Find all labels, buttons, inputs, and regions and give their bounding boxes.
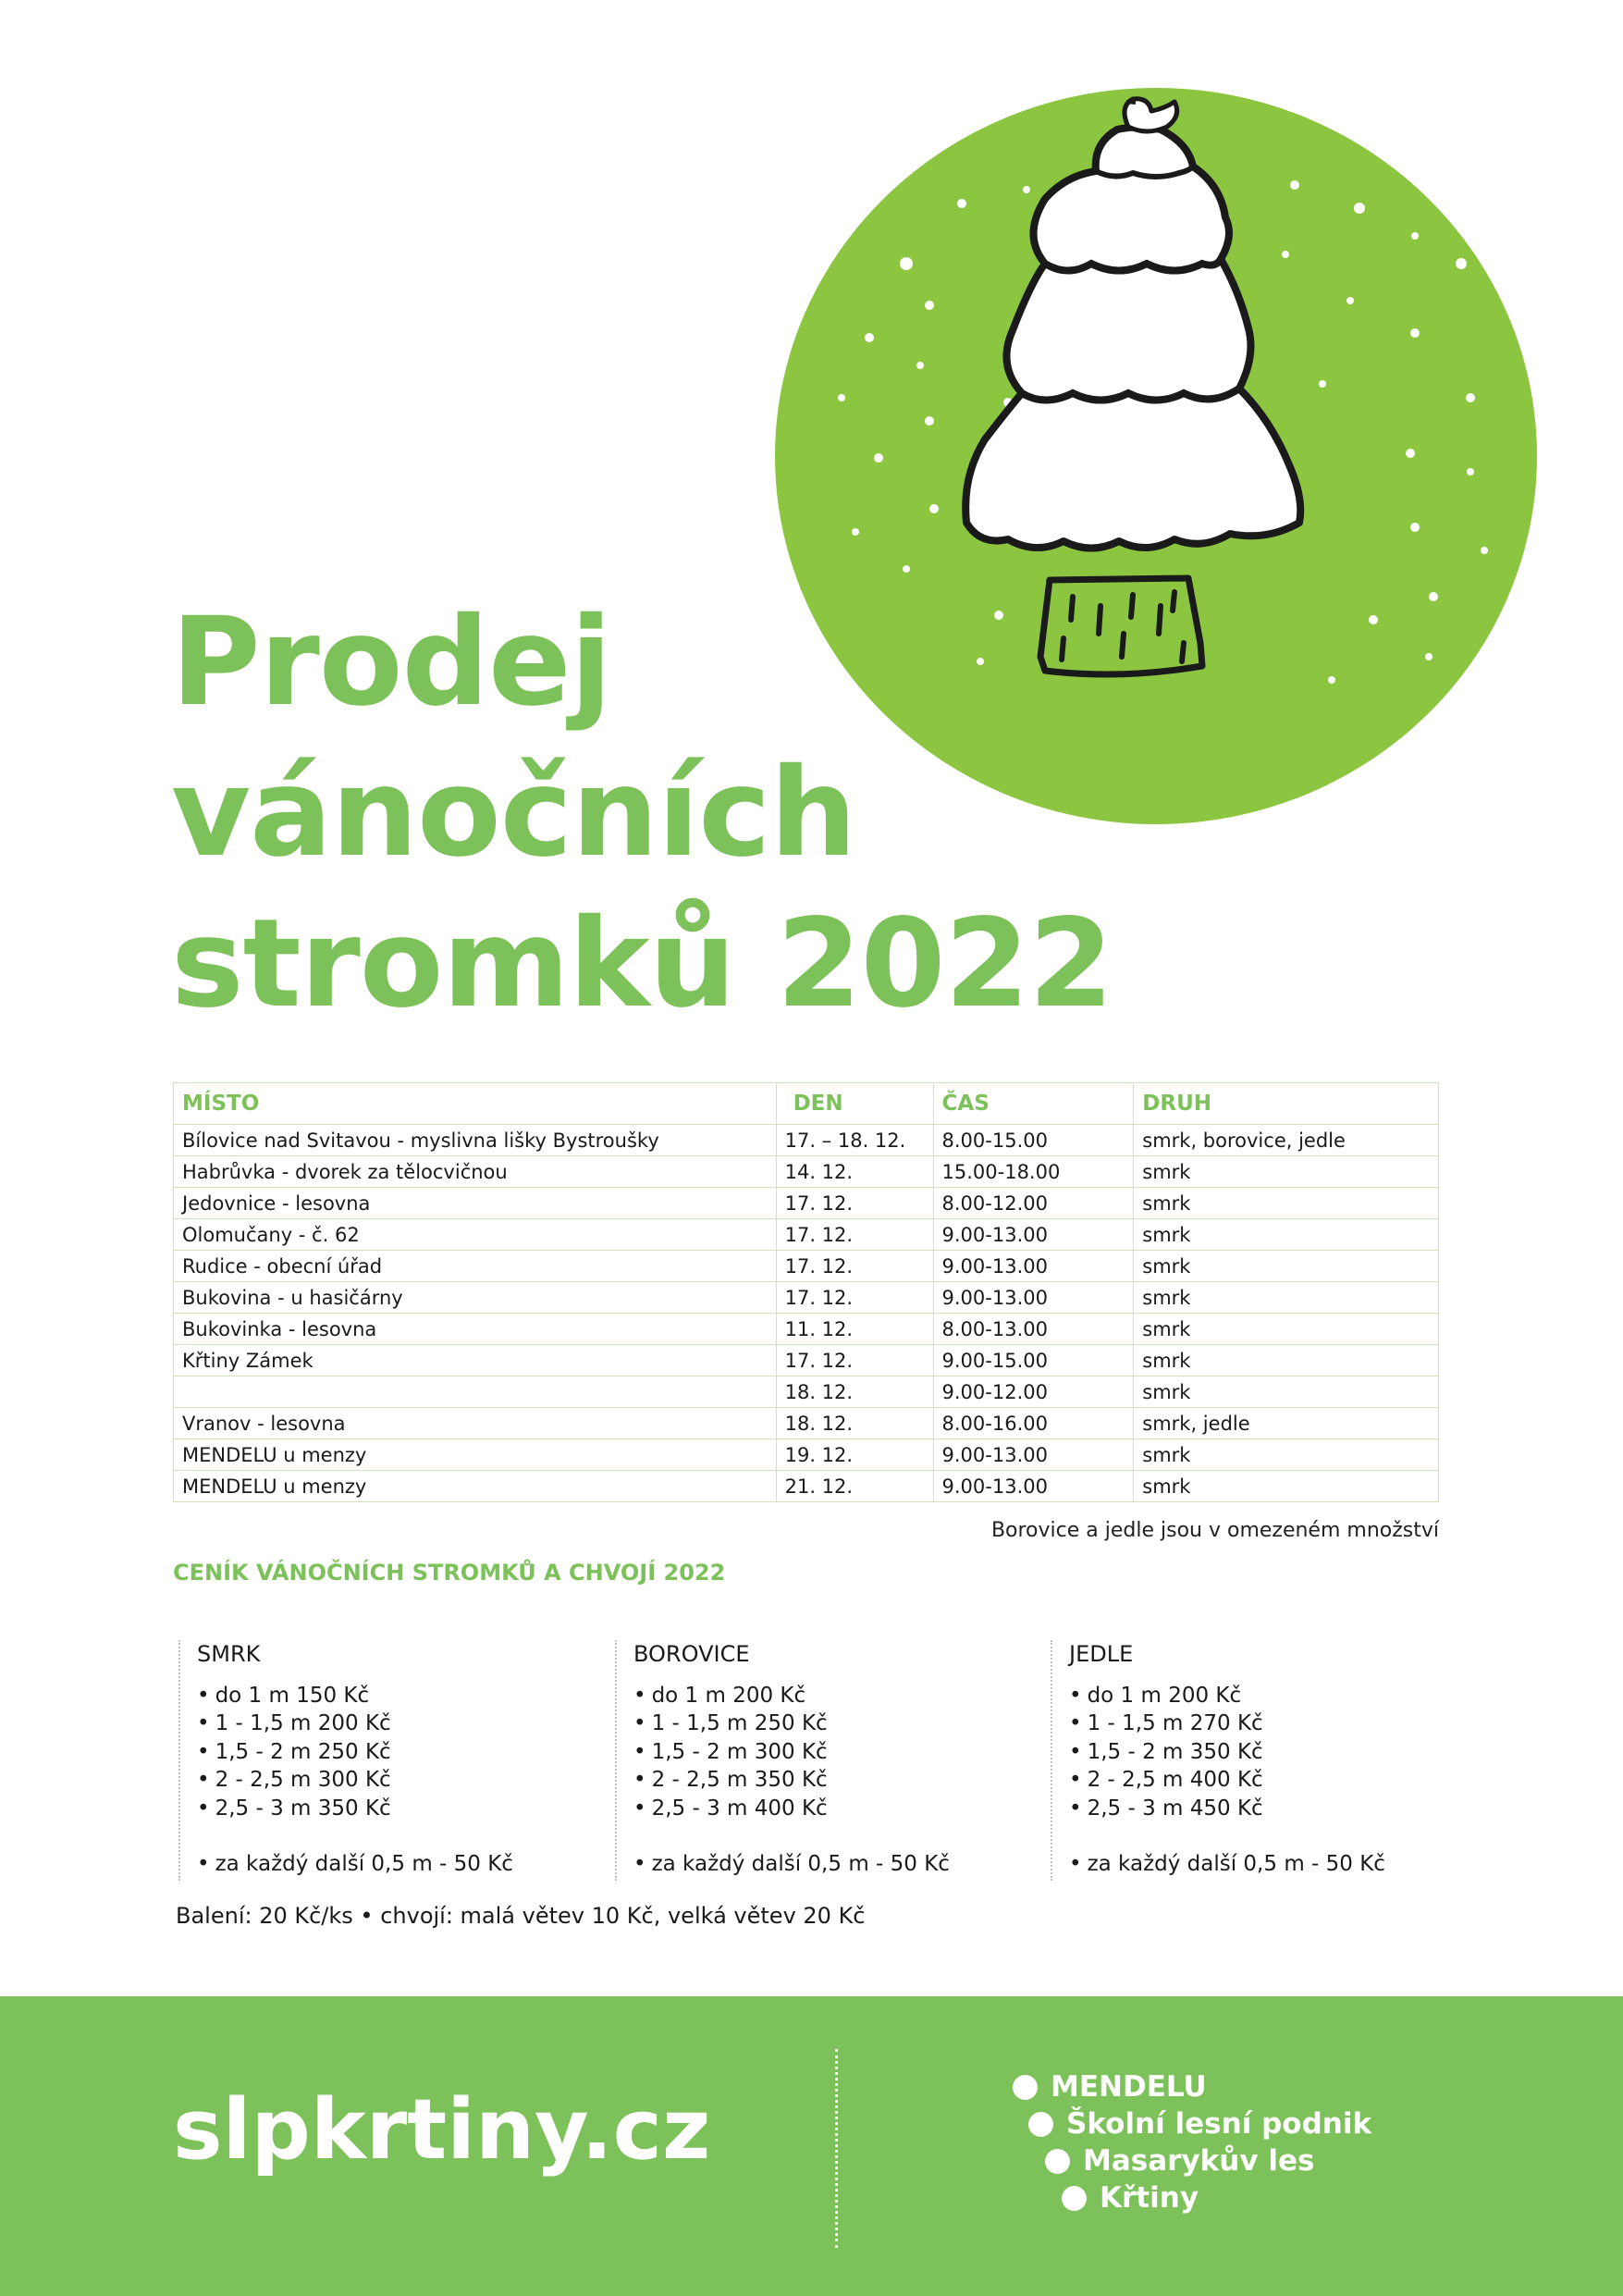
cell-day: 19. 12. bbox=[776, 1439, 933, 1471]
cell-type: smrk bbox=[1134, 1188, 1439, 1219]
logo-text: Masarykův les bbox=[1083, 2144, 1315, 2178]
table-row bbox=[174, 1251, 1439, 1282]
logo-dot-icon bbox=[1045, 2149, 1070, 2174]
cell-time: 9.00-15.00 bbox=[933, 1345, 1134, 1376]
cell-day: 17. 12. bbox=[776, 1251, 933, 1282]
cell-place: Bukovina - u hasičárny bbox=[174, 1282, 777, 1314]
logo-line-masarykuv-les bbox=[1045, 2144, 1314, 2178]
price-list bbox=[197, 1682, 604, 1823]
price-extra: • za každý další 0,5 m - 50 Kč bbox=[1069, 1850, 1476, 1879]
cell-place: Jedovnice - lesovna bbox=[174, 1188, 777, 1219]
cell-time: 8.00-15.00 bbox=[933, 1125, 1134, 1156]
price-list bbox=[633, 1682, 1040, 1823]
christmas-tree-icon bbox=[768, 88, 1544, 842]
cell-time: 8.00-12.00 bbox=[933, 1188, 1134, 1219]
website-link[interactable]: slpkrtiny.cz bbox=[173, 2081, 711, 2179]
cell-day: 17. 12. bbox=[776, 1219, 933, 1251]
column-header-den: DEN bbox=[776, 1083, 933, 1125]
cell-place: MENDELU u menzy bbox=[174, 1439, 777, 1471]
title-line-1: Prodej bbox=[171, 591, 611, 734]
price-item: • 1,5 - 2 m 300 Kč bbox=[633, 1738, 1040, 1767]
footer-divider bbox=[835, 2049, 838, 2248]
price-item: • 2 - 2,5 m 350 Kč bbox=[633, 1766, 1040, 1795]
table-row bbox=[174, 1125, 1439, 1156]
cell-place: Křtiny Zámek bbox=[174, 1345, 777, 1376]
cell-place: Bílovice nad Svitavou - myslivna lišky Bystroušky bbox=[174, 1125, 777, 1156]
price-item: • 2 - 2,5 m 300 Kč bbox=[197, 1766, 604, 1795]
cell-type: smrk bbox=[1134, 1219, 1439, 1251]
price-item: • do 1 m 150 Kč bbox=[197, 1682, 604, 1710]
cell-time: 8.00-16.00 bbox=[933, 1408, 1134, 1439]
price-extra: • za každý další 0,5 m - 50 Kč bbox=[633, 1850, 1040, 1879]
table-row bbox=[174, 1282, 1439, 1314]
cell-place: Bukovinka - lesovna bbox=[174, 1314, 777, 1345]
cell-time: 9.00-13.00 bbox=[933, 1471, 1134, 1502]
table-row bbox=[174, 1188, 1439, 1219]
table-row bbox=[174, 1156, 1439, 1188]
cell-place: Olomučany - č. 62 bbox=[174, 1219, 777, 1251]
price-item: • 1 - 1,5 m 200 Kč bbox=[197, 1710, 604, 1738]
cell-type: smrk bbox=[1134, 1471, 1439, 1502]
price-item: • do 1 m 200 Kč bbox=[633, 1682, 1040, 1710]
cell-day: 18. 12. bbox=[776, 1408, 933, 1439]
logo-line-slp bbox=[1028, 2107, 1371, 2141]
logo-line-krtiny bbox=[1062, 2181, 1199, 2215]
price-item: • do 1 m 200 Kč bbox=[1069, 1682, 1476, 1710]
logo-text: MENDELU bbox=[1051, 2070, 1207, 2104]
price-item: • 2 - 2,5 m 400 Kč bbox=[1069, 1766, 1476, 1795]
cell-day: 21. 12. bbox=[776, 1471, 933, 1502]
table-row bbox=[174, 1439, 1439, 1471]
title-line-2: vánočních bbox=[171, 742, 856, 884]
cell-place: Rudice - obecní úřad bbox=[174, 1251, 777, 1282]
price-item: • 2,5 - 3 m 350 Kč bbox=[197, 1795, 604, 1823]
cell-time: 9.00-13.00 bbox=[933, 1439, 1134, 1471]
cell-place: Vranov - lesovna bbox=[174, 1408, 777, 1439]
price-extra: • za každý další 0,5 m - 50 Kč bbox=[197, 1850, 604, 1879]
price-column-heading: JEDLE bbox=[1069, 1641, 1134, 1667]
cell-place: MENDELU u menzy bbox=[174, 1471, 777, 1502]
price-item: • 2,5 - 3 m 450 Kč bbox=[1069, 1795, 1476, 1823]
column-header-druh: DRUH bbox=[1134, 1083, 1439, 1125]
table-row bbox=[174, 1471, 1439, 1502]
price-column-heading: BOROVICE bbox=[633, 1641, 750, 1667]
logo-text: Křtiny bbox=[1100, 2181, 1199, 2215]
cell-day: 17. 12. bbox=[776, 1345, 933, 1376]
pricelist-column-jedle bbox=[1051, 1640, 1476, 1881]
cell-time: 8.00-13.00 bbox=[933, 1314, 1134, 1345]
table-row bbox=[174, 1345, 1439, 1376]
cell-time: 9.00-13.00 bbox=[933, 1251, 1134, 1282]
cell-type: smrk bbox=[1134, 1314, 1439, 1345]
pricelist-column-smrk bbox=[178, 1640, 604, 1881]
price-item: • 1 - 1,5 m 250 Kč bbox=[633, 1710, 1040, 1738]
column-header-misto: MÍSTO bbox=[174, 1083, 777, 1125]
column-header-cas: ČAS bbox=[933, 1083, 1134, 1125]
table-header-row bbox=[174, 1083, 1439, 1125]
cell-place bbox=[174, 1376, 777, 1408]
cell-type: smrk bbox=[1134, 1376, 1439, 1408]
cell-day: 17. 12. bbox=[776, 1282, 933, 1314]
table-row bbox=[174, 1219, 1439, 1251]
limited-supply-note: Borovice a jedle jsou v omezeném množství bbox=[990, 1519, 1439, 1542]
logo-text: Školní lesní podnik bbox=[1066, 2107, 1372, 2141]
table-row bbox=[174, 1376, 1439, 1408]
sales-schedule-table bbox=[173, 1082, 1439, 1502]
cell-day: 11. 12. bbox=[776, 1314, 933, 1345]
cell-day: 17. 12. bbox=[776, 1188, 933, 1219]
packaging-info: Balení: 20 Kč/ks • chvojí: malá větev 10 Kč, velká větev 20 Kč bbox=[176, 1903, 866, 1929]
table-row bbox=[174, 1408, 1439, 1439]
price-item: • 1,5 - 2 m 350 Kč bbox=[1069, 1738, 1476, 1767]
cell-type: smrk, borovice, jedle bbox=[1134, 1125, 1439, 1156]
price-item: • 1,5 - 2 m 250 Kč bbox=[197, 1738, 604, 1767]
cell-time: 9.00-13.00 bbox=[933, 1219, 1134, 1251]
cell-type: smrk bbox=[1134, 1251, 1439, 1282]
table-row bbox=[174, 1314, 1439, 1345]
price-item: • 1 - 1,5 m 270 Kč bbox=[1069, 1710, 1476, 1738]
price-item: • 2,5 - 3 m 400 Kč bbox=[633, 1795, 1040, 1823]
pricelist-column-borovice bbox=[615, 1640, 1040, 1881]
logo-line-mendelu bbox=[1013, 2070, 1207, 2104]
cell-time: 9.00-13.00 bbox=[933, 1282, 1134, 1314]
cell-type: smrk bbox=[1134, 1156, 1439, 1188]
price-list bbox=[1069, 1682, 1476, 1823]
cell-type: smrk bbox=[1134, 1439, 1439, 1471]
pricelist-title: CENÍK VÁNOČNÍCH STROMKŮ A CHVOJÍ 2022 bbox=[173, 1560, 726, 1586]
cell-day: 18. 12. bbox=[776, 1376, 933, 1408]
cell-day: 17. – 18. 12. bbox=[776, 1125, 933, 1156]
price-column-heading: SMRK bbox=[197, 1641, 261, 1667]
logo-dot-icon bbox=[1062, 2186, 1087, 2211]
cell-type: smrk bbox=[1134, 1345, 1439, 1376]
cell-place: Habrůvka - dvorek za tělocvičnou bbox=[174, 1156, 777, 1188]
cell-time: 9.00-12.00 bbox=[933, 1376, 1134, 1408]
logo-dot-icon bbox=[1028, 2112, 1053, 2137]
cell-day: 14. 12. bbox=[776, 1156, 933, 1188]
cell-type: smrk, jedle bbox=[1134, 1408, 1439, 1439]
logo-dot-icon bbox=[1013, 2075, 1038, 2100]
title-line-3: stromků 2022 bbox=[171, 893, 1113, 1035]
cell-time: 15.00-18.00 bbox=[933, 1156, 1134, 1188]
cell-type: smrk bbox=[1134, 1282, 1439, 1314]
